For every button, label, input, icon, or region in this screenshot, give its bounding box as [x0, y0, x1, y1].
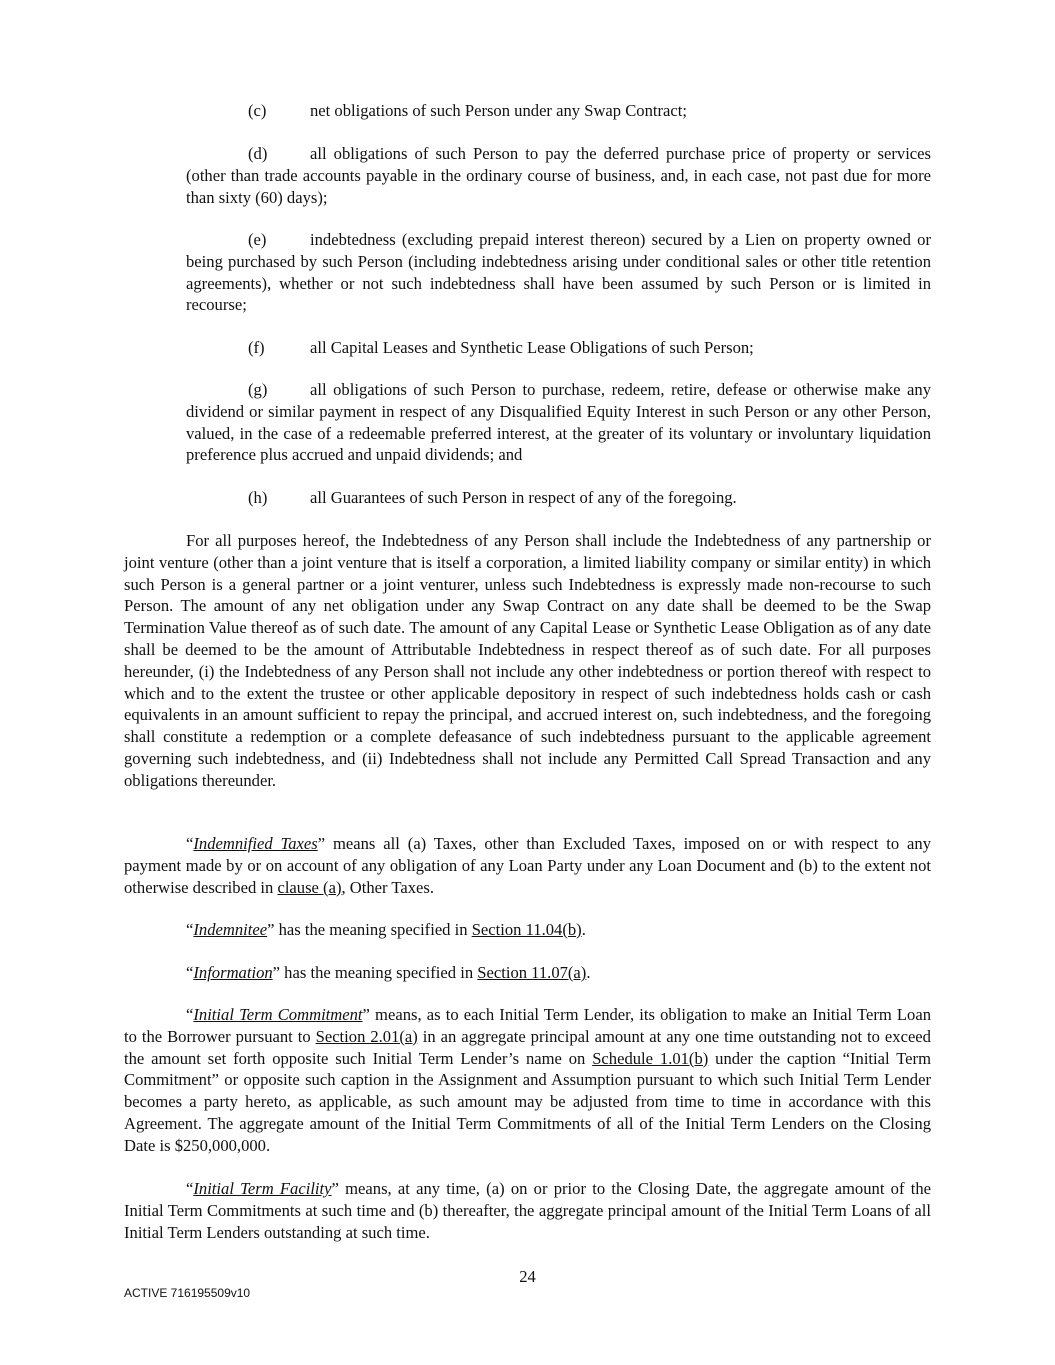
defined-term: Initial Term Commitment	[193, 1005, 363, 1024]
open-quote: “	[186, 1005, 194, 1024]
clause-label: (g)	[248, 380, 268, 399]
definition-text: , Other Taxes.	[341, 877, 435, 897]
clause-text: net obligations of such Person under any Swap Contract;	[310, 101, 687, 120]
clause-c	[186, 100, 931, 122]
definition-text: in an aggregate principal amount at any one time outstanding not to exceed the amount set forth opposite such Initial Term Lender’s name on	[124, 1026, 931, 1068]
clause-d	[186, 143, 931, 208]
defined-term: Information	[193, 963, 273, 982]
cross-reference: Section 11.07(a)	[477, 963, 587, 982]
purposes-paragraph: For all purposes hereof, the Indebtedness of any Person shall include the Indebtedness of any partnership or joint venture (other than a joint venture that is itself a corporation, a limited liability company or similar entity) in which such Person is a general partner or a joint venturer, unless such Indebtedness is expressly made non-recourse to such Person. The amount of any net obligation under any Swap Contract on any date shall be deemed to be the Swap Termination Value thereof as of such date. The amount of any Capital Lease or Synthetic Lease Obligation as of any date shall be deemed to be the amount of Attributable Indebtedness in respect thereof as of such date. For all purposes hereunder, (i) the Indebtedness of any Person shall not include any other indebtedness or portion thereof with respect to which and to the extent the trustee or other applicable depository in respect of such indebtedness holds cash or cash equivalents in an amount sufficient to repay the principal, and accrued interest on, such indebtedness, and the foregoing shall constitute a redemption or a complete defeasance of such indebtedness pursuant to the applicable agreement governing such indebtedness, and (ii) Indebtedness shall not include any Permitted Call Spread Transaction and any obligations thereunder.	[124, 531, 931, 790]
page-number: 24	[519, 1267, 536, 1286]
clause-e	[186, 229, 931, 316]
definition-information	[124, 962, 931, 984]
clause-g	[186, 379, 931, 466]
definition-text: ” means, as to each Initial Term Lender, its obligation to make an Initial Term Loan to the Borrower pursuant to	[124, 1005, 931, 1046]
definition-initial-term-commitment	[124, 1004, 931, 1157]
definition-indemnitee	[124, 919, 931, 941]
definition-indemnified-taxes	[124, 833, 931, 898]
defined-term: Indemnified Taxes	[193, 834, 318, 853]
clause-label: (h)	[248, 488, 268, 507]
definition-text: ” means, at any time, (a) on or prior to the Closing Date, the aggregate amount of the Initial Term Commitments at such time and (b) thereafter, the aggregate principal amount of the Initial Term Loans of all Initial Term Lenders outstanding at such time.	[124, 1179, 931, 1242]
definition-text: .	[586, 963, 591, 982]
clause-text: all Guarantees of such Person in respect of any of the foregoing.	[310, 488, 737, 507]
open-quote: “	[186, 834, 194, 853]
cross-reference: Section 11.04(b)	[471, 920, 582, 939]
cross-reference: clause (a)	[277, 877, 342, 897]
open-quote: “	[186, 1179, 194, 1198]
definition-initial-term-facility	[124, 1178, 931, 1243]
document-id: ACTIVE 716195509v10	[124, 1286, 251, 1300]
clause-text: all obligations of such Person to pay the deferred purchase price of property or services (other than trade accounts payable in the ordinary course of business, and, in each case, not past due for more than sixty (60) days);	[186, 144, 931, 207]
definition-text: ” has the meaning specified in	[267, 920, 472, 939]
definition-text: under the caption “Initial Term Commitment” or opposite such caption in the Assignment and Assumption pursuant to which such Initial Term Lender becomes a party hereto, as applicable, as such amount may be adjusted from time to time in accordance with this Agreement. The aggregate amount of the Initial Term Commitments of all of the Initial Term Lenders on the Closing Date is $250,000,000.	[124, 1048, 931, 1155]
defined-term: Initial Term Facility	[193, 1179, 332, 1198]
cross-reference: Section 2.01(a)	[315, 1026, 418, 1046]
open-quote: “	[186, 920, 194, 939]
definition-text: ” means all (a) Taxes, other than Excluded Taxes, imposed on or with respect to any payment made by or on account of any obligation of any Loan Party under any Loan Document and (b) to the extent not otherwise described in	[124, 834, 931, 897]
cross-reference: Schedule 1.01(b)	[592, 1048, 709, 1068]
definition-text: .	[581, 920, 586, 939]
clause-label: (c)	[248, 101, 267, 120]
clause-f	[186, 337, 931, 359]
definition-text: ” has the meaning specified in	[272, 963, 478, 982]
clause-label: (e)	[248, 230, 267, 249]
clause-text: all Capital Leases and Synthetic Lease Obligations of such Person;	[310, 338, 754, 357]
clause-text: all obligations of such Person to purchase, redeem, retire, defease or otherwise make any dividend or similar payment in respect of any Disqualified Equity Interest in such Person or any other Person, valued, in the case of a redeemable preferred interest, at the greater of its voluntary or involuntary liquidation preference plus accrued and unpaid dividends; and	[186, 380, 931, 465]
open-quote: “	[186, 963, 194, 982]
defined-term: Indemnitee	[193, 920, 268, 939]
clause-label: (d)	[248, 144, 268, 163]
clause-h	[186, 487, 931, 509]
clause-label: (f)	[248, 338, 265, 357]
clause-text: indebtedness (excluding prepaid interest thereon) secured by a Lien on property owned or being purchased by such Person (including indebtedness arising under conditional sales or other title retention agreements), whether or not such indebtedness shall have been assumed by such Person or is limited in recourse;	[186, 230, 931, 315]
